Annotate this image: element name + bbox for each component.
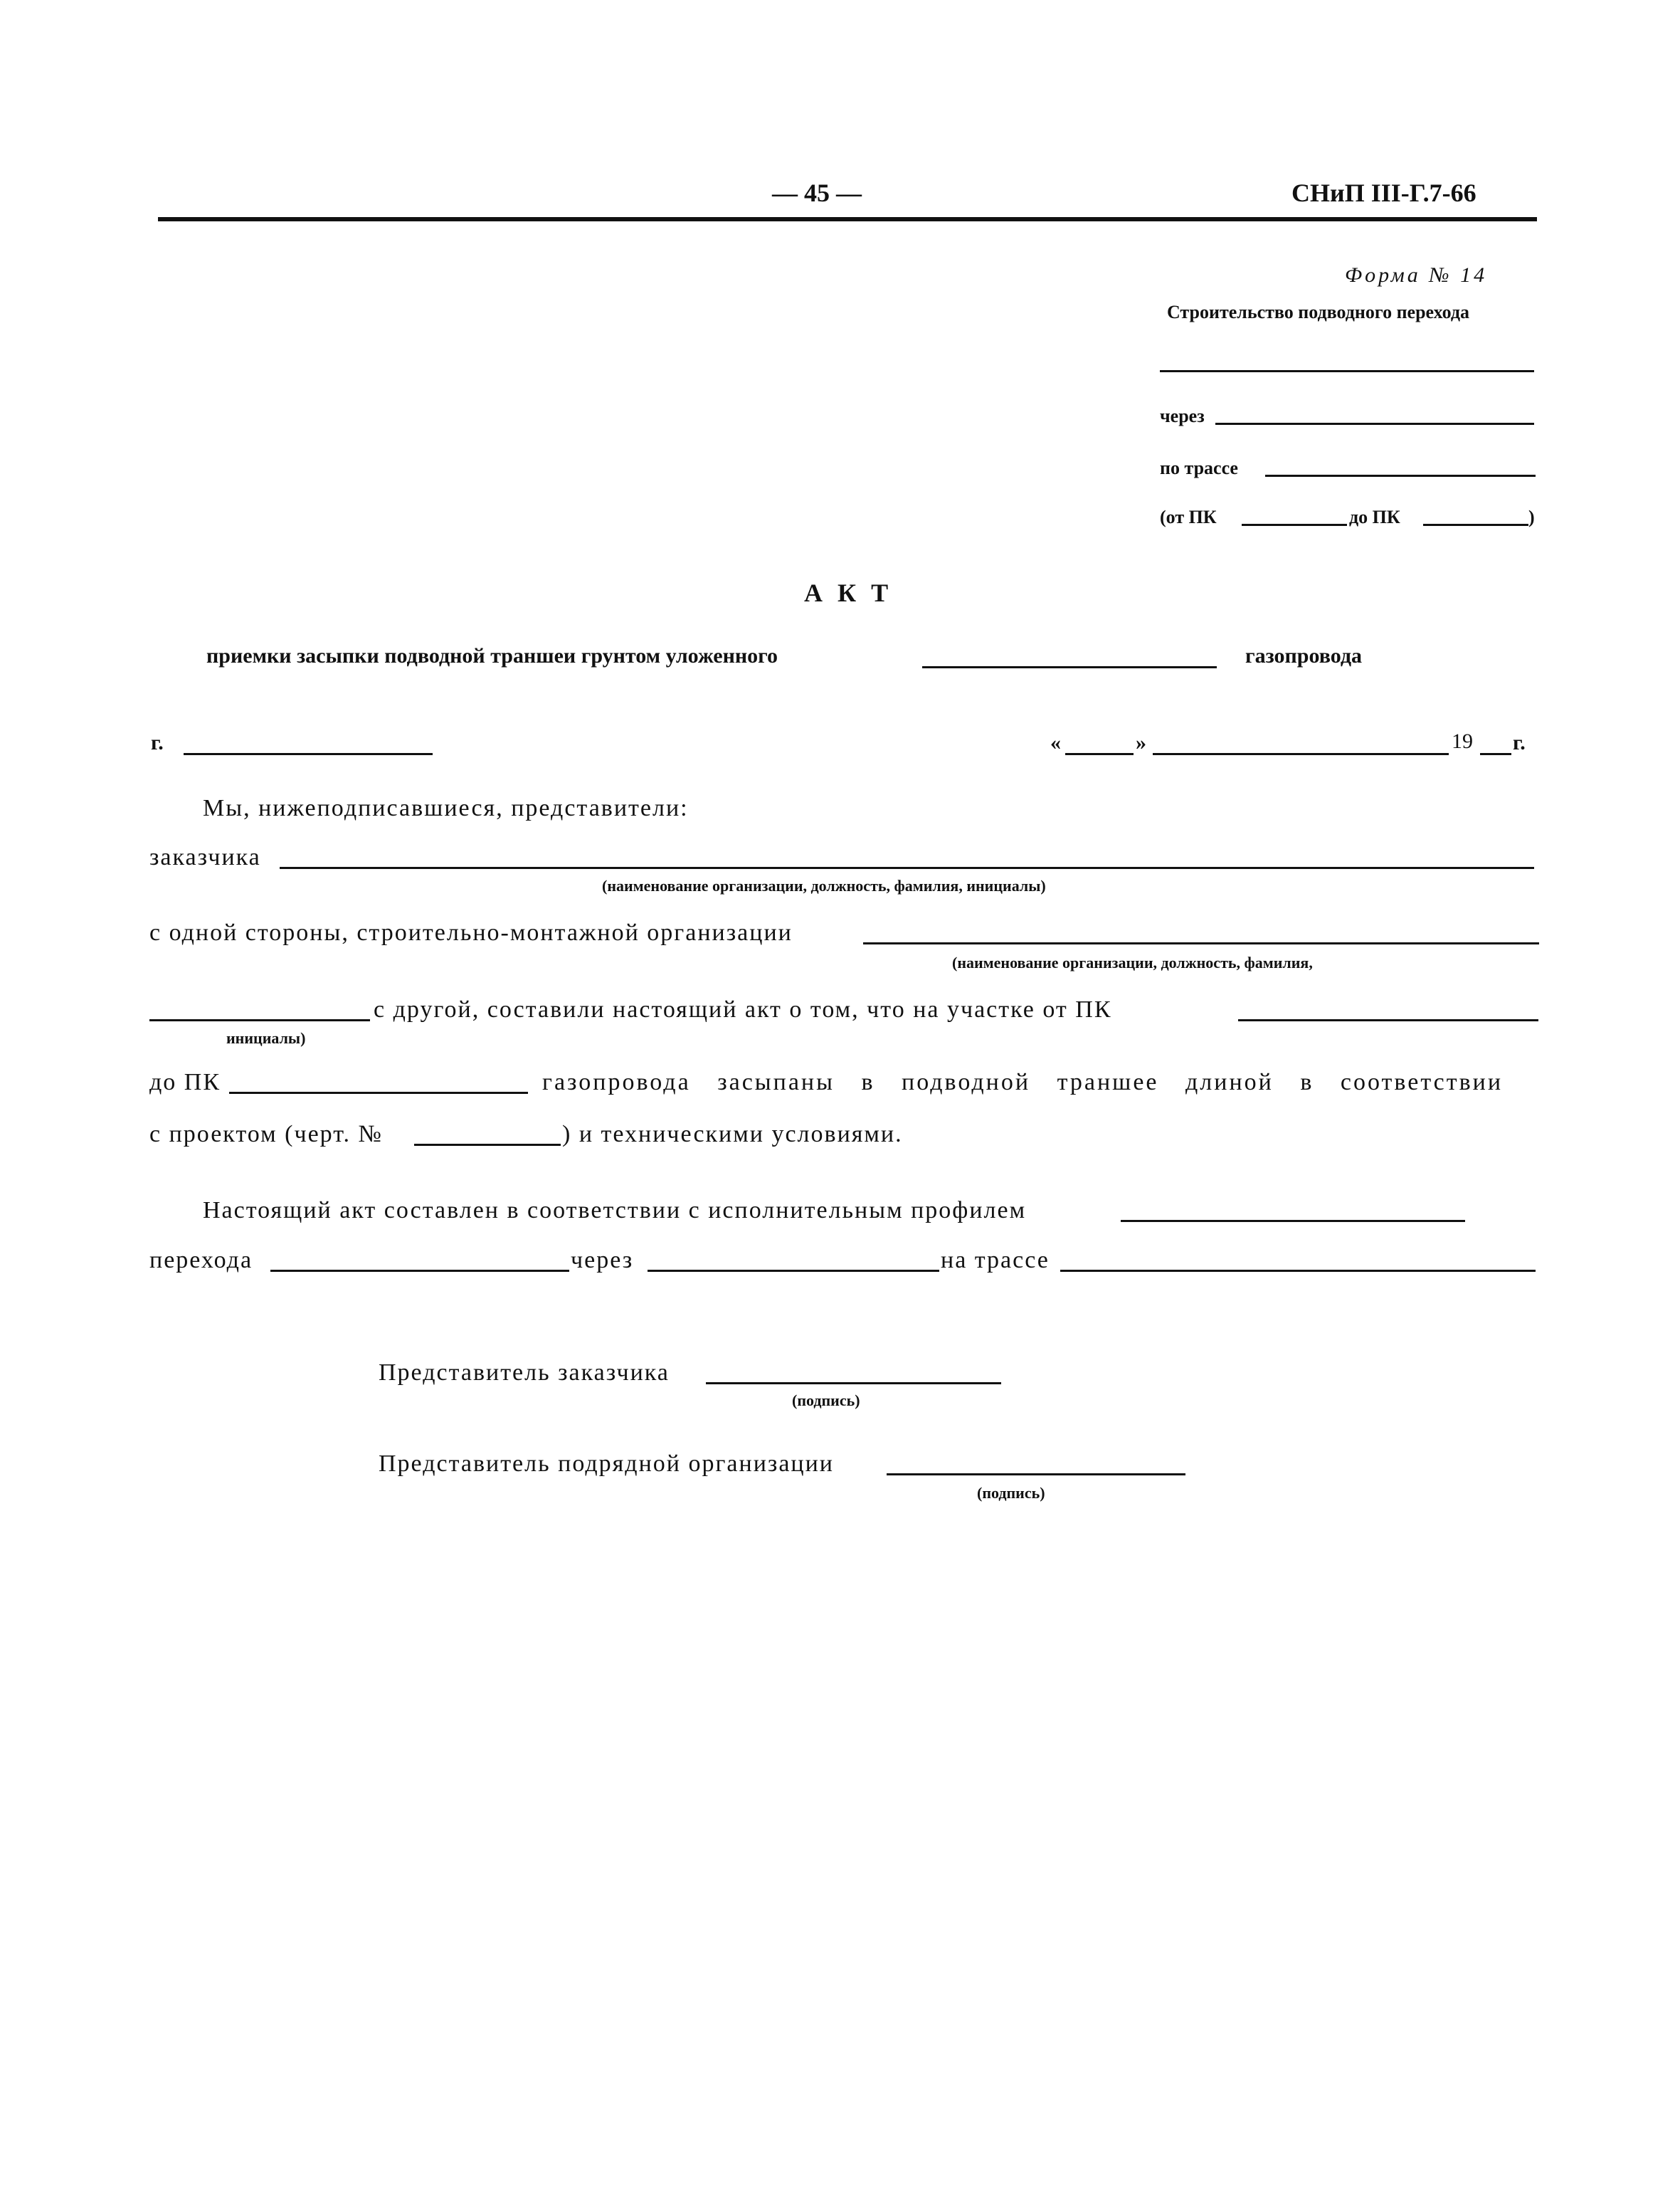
act-subtitle-end: газопровода (1245, 644, 1363, 668)
crossing-field[interactable] (270, 1270, 569, 1272)
to-pk-text: до ПК (149, 1069, 221, 1095)
crossing-label: перехода (149, 1247, 253, 1273)
customer-label: заказчика (149, 844, 261, 870)
one-side-text: с одной стороны, строительно-монтажной организации (149, 920, 793, 946)
through-label: через (1160, 406, 1205, 426)
month-field[interactable] (1153, 753, 1449, 755)
section-to-pk-field[interactable] (229, 1092, 528, 1094)
from-pk-label: (от ПК (1160, 507, 1217, 527)
year-prefix: 19 (1452, 730, 1473, 753)
other-side-text: с другой, составили настоящий акт о том, что на участке от ПК (374, 996, 1112, 1023)
city-label: г. (151, 731, 164, 754)
year-suffix: г. (1513, 731, 1526, 754)
org-hint: (наименование организации, должность, фамилия, (952, 954, 1313, 972)
route-label: по трассе (1160, 458, 1238, 478)
to-pk-field[interactable] (1423, 524, 1528, 526)
pipeline-type-field[interactable] (922, 666, 1217, 668)
header-rule (158, 217, 1537, 221)
project-text-b: ) и техническими условиями. (562, 1121, 903, 1147)
section-from-pk-field[interactable] (1238, 1019, 1538, 1021)
city-field[interactable] (184, 753, 433, 755)
route-field[interactable] (1265, 475, 1536, 477)
intro-text: Мы, нижеподписавшиеся, представители: (203, 795, 689, 821)
form-number: Форма № 14 (1345, 263, 1488, 287)
initials-hint: инициалы) (226, 1029, 306, 1047)
customer-hint: (наименование организации, должность, фамилия, инициалы) (602, 877, 1046, 895)
project-text-a: с проектом (черт. № (149, 1121, 383, 1147)
customer-field[interactable] (280, 867, 1534, 869)
through-body-field[interactable] (648, 1270, 939, 1272)
quote-close: » (1136, 731, 1146, 754)
customer-signature-field[interactable] (706, 1382, 1001, 1384)
document-code: СНиП III-Г.7-66 (1291, 179, 1476, 207)
on-route-label: на трассе (941, 1247, 1050, 1273)
act-heading: А К Т (804, 579, 893, 607)
day-field[interactable] (1065, 753, 1134, 755)
through-label-body: через (571, 1247, 634, 1273)
page-number: — 45 — (772, 179, 862, 207)
to-pk-label: до ПК (1349, 507, 1400, 527)
drawing-number-field[interactable] (414, 1144, 561, 1146)
contractor-rep-label: Представитель подрядной организации (379, 1450, 834, 1477)
on-route-field[interactable] (1060, 1270, 1536, 1272)
profile-text: Настоящий акт составлен в соответствии с исполнительным профилем (203, 1197, 1027, 1223)
from-pk-field[interactable] (1242, 524, 1347, 526)
filled-text: газопровода засыпаны в подводной траншее длиной в соответствии (542, 1069, 1504, 1095)
year-field[interactable] (1480, 753, 1511, 755)
act-subtitle: приемки засыпки подводной траншеи грунтом уложенного (206, 644, 778, 668)
contractor-signature-hint: (подпись) (977, 1484, 1045, 1502)
contractor-signature-field[interactable] (887, 1473, 1185, 1475)
customer-rep-label: Представитель заказчика (379, 1359, 670, 1386)
customer-signature-hint: (подпись) (792, 1391, 860, 1409)
profile-field[interactable] (1121, 1220, 1465, 1222)
contractor-cont-field[interactable] (149, 1019, 370, 1021)
contractor-field[interactable] (863, 942, 1539, 944)
close-paren: ) (1528, 507, 1535, 527)
construction-field[interactable] (1160, 370, 1534, 372)
through-field[interactable] (1215, 423, 1534, 425)
construction-label: Строительство подводного перехода (1167, 302, 1469, 322)
quote-open: « (1050, 731, 1061, 754)
